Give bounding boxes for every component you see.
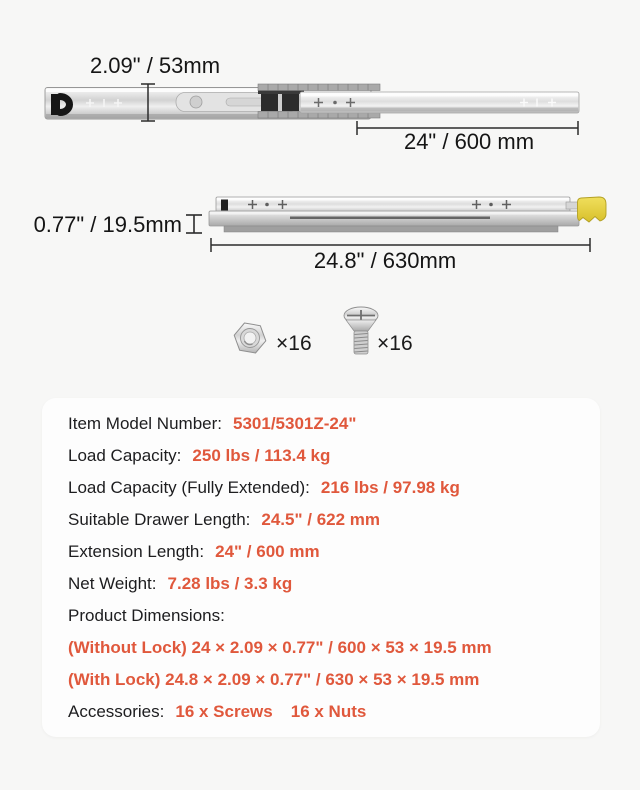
spec-value: (With Lock) 24.8 × 2.09 × 0.77" / 630 × 53 × 19.5 mm (68, 670, 480, 689)
spec-value: 250 lbs / 113.4 kg (192, 446, 331, 465)
spec-row-load-capacity-extended (68, 472, 586, 504)
screw-count-label: ×16 (377, 332, 413, 355)
specification-panel (42, 398, 600, 737)
spec-row-accessories (68, 696, 586, 728)
bottom-drawer-slide (209, 197, 606, 232)
spec-row-dimensions-with-lock (68, 664, 586, 696)
spec-label: Product Dimensions: (68, 606, 225, 625)
middle-rail-detail (176, 90, 304, 112)
spec-row-drawer-length (68, 504, 586, 536)
spec-value: 216 lbs / 97.98 kg (320, 478, 460, 497)
spec-value: 5301/5301Z-24" (233, 414, 357, 433)
spec-value: 24.5" / 622 mm (261, 510, 381, 529)
top-slide-width-label: 2.09" / 53mm (89, 53, 221, 78)
spec-row-product-dimensions-heading (68, 600, 586, 632)
spec-row-load-capacity (68, 440, 586, 472)
spec-value: (Without Lock) 24 × 2.09 × 0.77" / 600 × 53 × 19.5 mm (68, 638, 492, 657)
spec-row-model (68, 408, 586, 440)
spec-value: 24" / 600 mm (215, 542, 320, 561)
spec-label: Suitable Drawer Length: (68, 510, 251, 529)
bottom-slide-height-label: 0.77" / 19.5mm (33, 212, 182, 237)
nut-count-label: ×16 (276, 332, 312, 355)
top-drawer-slide (45, 84, 579, 119)
spec-row-dimensions-without-lock (68, 632, 586, 664)
height-indicator-symbol (186, 215, 202, 233)
spec-row-net-weight (68, 568, 586, 600)
countersunk-screw-icon (344, 307, 378, 354)
hex-nut-icon (234, 323, 266, 353)
spec-label: Net Weight: (68, 574, 157, 593)
top-slide-length-label: 24" / 600 mm (403, 129, 535, 154)
spec-label: Load Capacity: (68, 446, 182, 465)
bottom-slide-length-label: 24.8" / 630mm (313, 248, 457, 273)
spec-value: 7.28 lbs / 3.3 kg (167, 574, 293, 593)
spec-label: Accessories: (68, 702, 165, 721)
spec-label: Extension Length: (68, 542, 205, 561)
spec-label: Load Capacity (Fully Extended): (68, 478, 310, 497)
spec-value-nuts: 16 x Nuts (290, 702, 367, 721)
spec-value-screws: 16 x Screws (175, 702, 273, 721)
spec-row-extension-length (68, 536, 586, 568)
spec-label: Item Model Number: (68, 414, 222, 433)
